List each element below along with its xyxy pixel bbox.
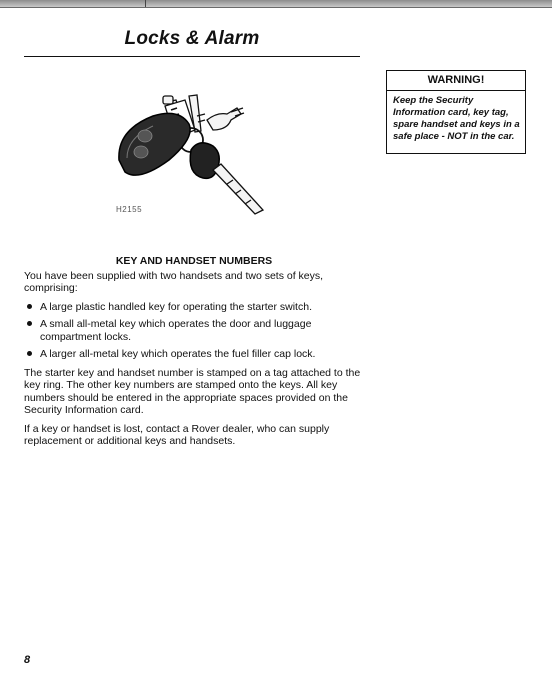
bullet-icon	[27, 304, 32, 309]
key-list	[24, 301, 364, 361]
starter-key-icon	[190, 143, 263, 214]
keys-and-handset-illustration	[105, 90, 285, 220]
list-item-text: A large plastic handled key for operating the starter switch.	[40, 300, 312, 313]
remote-handset-icon	[119, 113, 190, 175]
main-content	[24, 255, 364, 454]
page-number: 8	[24, 654, 31, 666]
top-bar-tick	[145, 0, 146, 7]
warning-title: WARNING!	[387, 71, 525, 91]
fuel-cap-key-icon	[189, 95, 244, 132]
top-bar	[0, 0, 552, 8]
page-title: Locks & Alarm	[124, 28, 260, 49]
warning-box	[386, 70, 526, 154]
warning-text: Keep the Security Information card, key tag, spare handset and keys in a safe place - NOT in the car.	[393, 95, 520, 142]
bullet-icon	[27, 351, 32, 356]
section-heading: KEY AND HANDSET NUMBERS	[115, 255, 273, 267]
list-item-text: A larger all-metal key which operates the fuel filler cap lock.	[40, 348, 316, 360]
lost-key-paragraph: If a key or handset is lost, contact a Rover dealer, who can supply replacement or additional keys and handsets.	[24, 422, 330, 447]
bullet-icon	[27, 321, 32, 326]
list-item	[24, 348, 364, 361]
key-numbers-paragraph: The starter key and handset number is stamped on a tag attached to the key ring. The other key numbers are stamped onto the keys. All key numbers should be entered in the appropriate spaces provided on the Security Information card.	[24, 366, 361, 416]
title-rule	[24, 56, 360, 57]
figure-code: H2155	[116, 205, 143, 214]
list-item	[24, 318, 364, 343]
list-item	[24, 301, 364, 314]
list-item-text: A small all-metal key which operates the door and luggage compartment locks.	[40, 318, 312, 343]
intro-paragraph: You have been supplied with two handsets and two sets of keys, comprising:	[24, 269, 324, 294]
